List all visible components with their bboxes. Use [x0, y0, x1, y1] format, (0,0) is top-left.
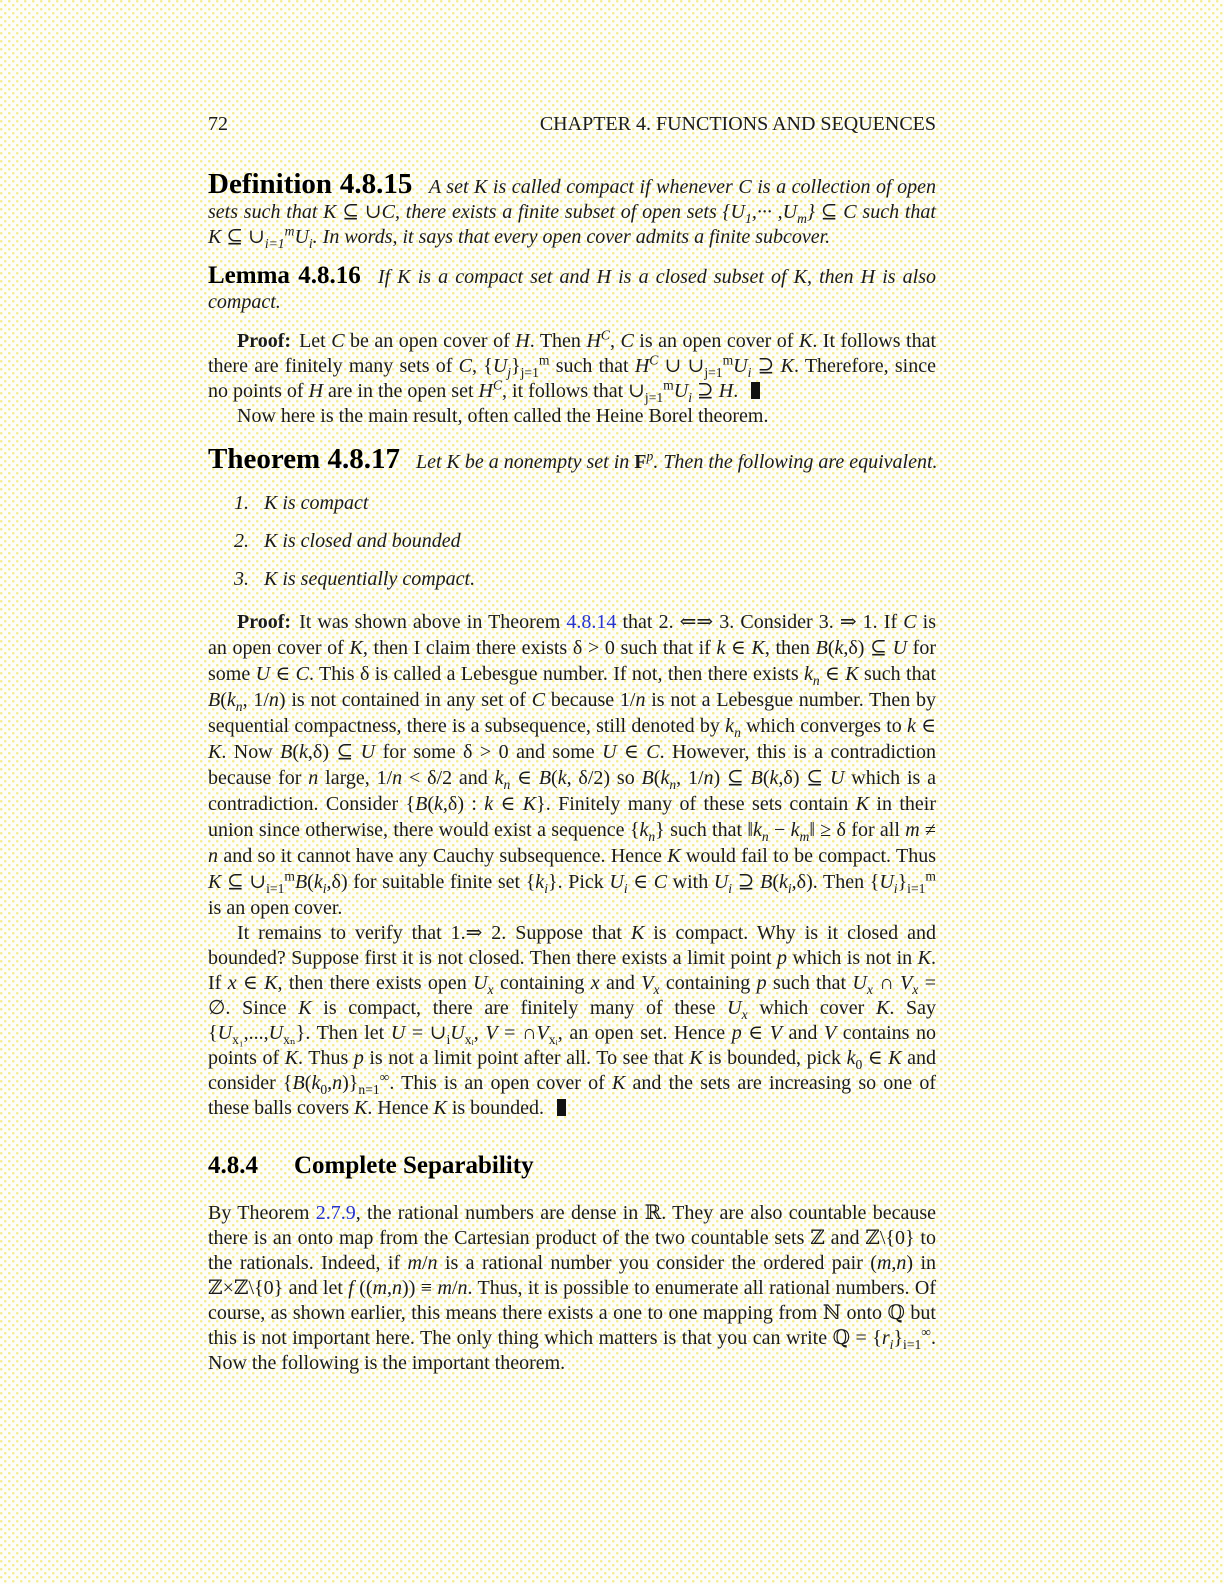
chapter-header: CHAPTER 4. FUNCTIONS AND SEQUENCES [539, 113, 936, 135]
list-item-text: K is sequentially compact. [264, 568, 476, 590]
theorem-paragraph [208, 445, 936, 475]
paragraph-text-after-link: , the rational numbers are dense in ℝ. They are also countable because there is an onto map from the Cartesian product of the two countable sets ℤ and ℤ\{0} to the rationals. Indeed, if m/n is a rational number you consider the ordered pair (m,n) in ℤ×ℤ\{0} and let f ((m,n)) ≡ m/n. Thus, it is possible to enumerate all rational numbers. Of course, as shown earlier, this means there exists a one to one mapping from ℕ onto ℚ but this is not important here. The only thing which matters is that you can write ℚ = $\{r_i\}_{i=1}^\infty$. Now the following is the important theorem. [208, 1201, 937, 1374]
list-item-text: K is closed and bounded [264, 530, 461, 552]
list-item [234, 529, 936, 554]
theorem-body: Let K be a nonempty set in $F^p$. Then the following are equivalent. [415, 448, 938, 473]
lemma-proof-body: Let C be an open cover of H. Then $H^C$, C is an open cover of K. It follows that there are finitely many sets of C, $\{U_j\}_{j=1}^m$ such that $H^C$ ∪ $\cup_{j=1}^mU_i$ ⊇ K. Therefore, since no points of H are in the open set $H^C$, it follows that $\cup_{j=1}^mU_i$ ⊇ H. [208, 327, 937, 405]
theorem-equivalences-list [234, 491, 936, 592]
theorem-proof-paragraph-1 [208, 609, 936, 921]
list-item [234, 491, 936, 516]
definition-paragraph [208, 170, 936, 250]
section-number: 4.8.4 [208, 1152, 258, 1179]
definition-body: A set K is called compact if whenever C is a collection of open sets such that K ⊆ ∪C, there exists a finite subset of open sets $\{U_1,\cdot\cdot\cdot ,U_m\}$ ⊆ C such that K ⊆ $\cup_{i=1}^mU_i$. In words, it says that every open cover admits a finite subcover. [208, 176, 937, 251]
proof-text-after-link: that 2. ⇐⇒ 3. Consider 3. ⇒ 1. If C is an open cover of K, then I claim there exists δ > 0 such that if k ∈ K, then B(k,δ) ⊆ U for some U ∈ C. This δ is called a Lebesgue number. If not, then there exists $k_n$ ∈ K such that $B(k_n$, 1/n) is not contained in any set of C because 1/n is not a Lebesgue number. Then by sequential compactness, there is a subsequence, still denoted by $k_n$ which converges to k ∈ K. Now B(k,δ) ⊆ U for some δ > 0 and some U ∈ C. However, this is a contradiction because for n large, 1/n < δ/2 and $k_n$ ∈ B(k, δ/2) so $B(k_n$, 1/n) ⊆ B(k,δ) ⊆ U which is a contradiction. Consider {B(k,δ) : k ∈ K}. Finitely many of these sets contain K in their union since otherwise, there would exist a sequence $\{k_n\}$ such that $‖k_n$ − $k_m‖ \ge \delta$ for all m ≠ n and so it cannot have any Cauchy subsequence. Hence K would fail to be compact. Thus K ⊆ $\cup_{i=1}^mB(k_i,\delta)$ for suitable finite set $\{k_i\}$. Pick $U_i$ ∈ C with $U_i$ ⊇ $B(k_i,\delta)$. Then $\{U_i\}_{i=1}^m$ is an open cover. [208, 611, 937, 919]
text-column [208, 0, 936, 1376]
transition-sentence: Now here is the main result, often called the Heine Borel theorem. [237, 405, 769, 427]
list-item-number: 1. [234, 492, 249, 514]
definition-label: Definition 4.8.15 [208, 168, 413, 200]
theorem-proof-paragraph-2 [208, 921, 936, 1121]
lemma-body: If K is a compact set and H is a closed subset of K, then H is also compact. [208, 266, 937, 313]
running-header [208, 112, 936, 137]
qed-box-icon [557, 1099, 566, 1116]
proof-label: Proof: [237, 611, 292, 633]
section-title: Complete Separability [294, 1152, 534, 1179]
lemma-proof-paragraph [208, 329, 936, 404]
separability-paragraph [208, 1201, 936, 1376]
qed-box-icon [751, 382, 760, 399]
list-item-text: K is compact [264, 492, 369, 514]
list-item-number: 3. [234, 568, 249, 590]
list-item [234, 567, 936, 592]
paragraph-text-before-link: By Theorem [208, 1201, 316, 1224]
proof-paragraph-2-text: It remains to verify that 1.⇒ 2. Suppose that K is compact. Why is it closed and bounded? Suppose first it is not closed. Then there exists a limit point p which is not in K. If x ∈ K, then there exists open $U_x$ containing x and $V_x$ containing p such that $U_x$ ∩ $V_x$ = ∅. Since K is compact, there are finitely many of these $U_x$ which cover K. Say $\{U_{x_1},...,U_{x_n}\}$. Then let $U = \cup_iU_{xᵢ}$, $V = \cap V_{xᵢ}$, an open set. Hence p ∈ V and V contains no points of K. Thus p is not a limit point after all. To see that K is bounded, pick $k_0$ ∈ K and consider $\{B(k_0,n)\}_{n=1}^\infty$. This is an open cover of K and the sets are increasing so one of these balls covers K. Hence K is bounded. [208, 922, 937, 1119]
proof-label: Proof: [237, 330, 292, 352]
lemma-label: Lemma 4.8.16 [208, 262, 361, 289]
section-heading [208, 1152, 936, 1180]
theorem-label: Theorem 4.8.17 [208, 443, 400, 475]
lemma-paragraph [208, 263, 936, 315]
page-number: 72 [208, 113, 228, 135]
theorem-ref-link[interactable]: 4.8.14 [566, 611, 617, 633]
list-item-number: 2. [234, 530, 249, 552]
proof-text-before-link: It was shown above in Theorem [299, 611, 567, 633]
theorem-ref-link[interactable]: 2.7.9 [315, 1201, 356, 1224]
